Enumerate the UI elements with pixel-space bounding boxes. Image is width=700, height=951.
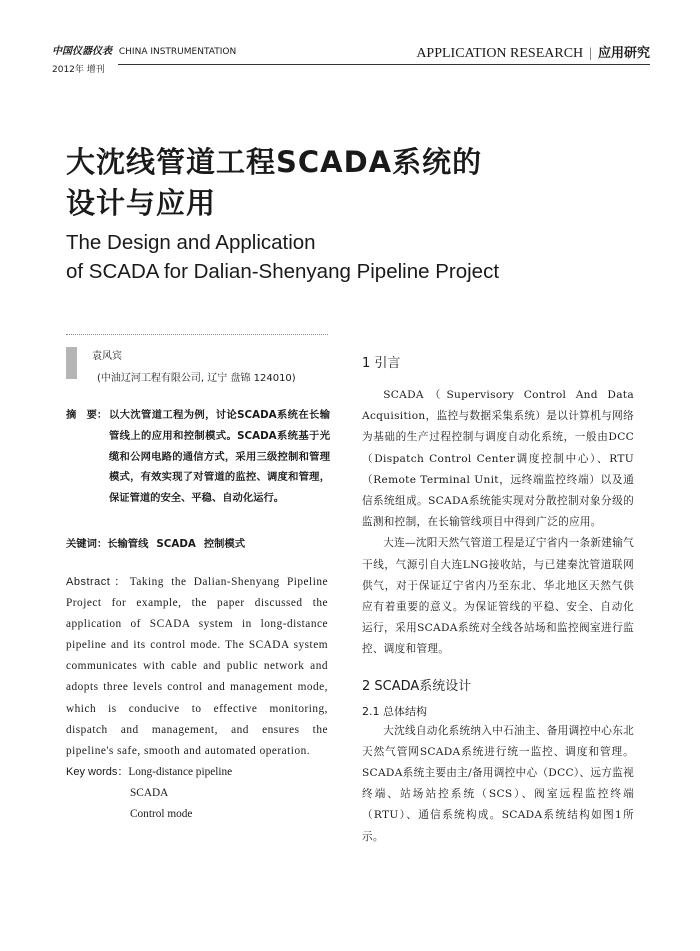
journal-logo: 中国仪器仪表 [52, 46, 112, 57]
title-en-line1: The Design and Application [66, 231, 316, 254]
keyword-en-3: Control mode [130, 807, 193, 820]
title-cn-line2: 设计与应用 [66, 186, 217, 220]
title-en [66, 228, 656, 286]
section-2-heading: 2 SCADA系统设计 [362, 678, 472, 694]
abstract-en-text: Taking the Dalian-Shenyang Pipeline Project for example, the paper discussed the application of SCADA system in long-distance pipeline and its control mode. The SCADA system communicates with cable and public network and adopts three levels control and management mode, which is conducive to effective monitoring, dispatch and management, and ensures the pipeline's safe, smooth and automated operation. [66, 576, 328, 757]
author-name: 袁风宾 [92, 351, 122, 362]
section-2-1-heading: 2.1 总体结构 [362, 704, 427, 718]
keyword-cn-3: 控制模式 [203, 538, 246, 550]
title-en-line2: of SCADA for Dalian-Shenyang Pipeline Project [66, 260, 500, 283]
section-header [416, 42, 650, 62]
keyword-cn-1: 长输管线 [107, 538, 149, 550]
abstract-cn [66, 405, 330, 509]
body-column [362, 352, 634, 848]
abstract-cn-label: 摘 要： [66, 409, 108, 421]
journal-name-row [52, 42, 236, 57]
section-name-en: APPLICATION RESEARCH [416, 46, 584, 61]
journal-header [52, 42, 236, 75]
section-1-paragraph-1: SCADA（Supervisory Control And Data Acquisition，监控与数据采集系统）是以计算机与网络为基础的生产过程控制与调度自动化系统，一般由DCC（Dispatch Control Center调度控制中心）、RTU（Remote Terminal Unit，远终端监控终端）以及通信系统组成。SCADA系统能实现对分散控制对象分级的监测和控制，在长输管线项目中得到广泛的应用。 [362, 389, 634, 529]
author-affiliation: (中油辽河工程有限公司, 辽宁 盘锦 124010) [97, 373, 296, 384]
section-name-cn: 应用研究 [597, 46, 650, 61]
header-rule [118, 64, 650, 65]
journal-name-en: CHINA INSTRUMENTATION [118, 47, 237, 57]
keyword-en-1: Long-distance pipeline [128, 766, 233, 778]
journal-issue: 2012年 增刊 [52, 65, 105, 75]
section-1-paragraph-2: 大连—沈阳天然气管道工程是辽宁省内一条新建输气干线，气源引自大连LNG接收站，与已建秦沈管道联网供气，对于保证辽宁省内乃至东北、华北地区天然气供应有着重要的意义。为保证管线的平稳、安全、自动化运行，采用SCADA系统对全线各站场和监控阀室进行监控、调度和管理。 [362, 537, 634, 656]
keyword-cn-2: SCADA [156, 538, 196, 550]
keyword-en-2: SCADA [130, 786, 169, 799]
abstract-en-label: Abstract： [66, 576, 130, 588]
section-1-heading: 1 引言 [362, 356, 401, 371]
keywords-cn-label: 关键词： [66, 538, 108, 550]
title-cn [66, 142, 636, 224]
abstract-en [66, 572, 328, 762]
keywords-en [66, 762, 232, 824]
section-2-1-paragraph-1: 大沈线自动化系统纳入中石油主、备用调控中心东北天然气管网SCADA系统进行统一监控、调度和管理。SCADA系统主要由主/备用调控中心（DCC）、远方监视终端、站场站控系统（SCS）、阀室远程监控终端（RTU）、通信系统构成。SCADA系统结构如图1所示。 [362, 724, 634, 843]
author-bar-decoration [66, 347, 77, 379]
keywords-cn [66, 535, 253, 550]
header-separator: | [589, 46, 592, 61]
keywords-en-label: Key words： [66, 766, 129, 778]
column-divider-rule [66, 334, 328, 335]
abstract-cn-text: 以大沈管道工程为例，讨论SCADA系统在长输管线上的应用和控制模式。SCADA系统基于光缆和公网电路的通信方式，采用三级控制和管理模式，有效实现了对管道的监控、调度和管理，保证管道的安全、平稳、自动化运行。 [109, 409, 330, 505]
title-cn-line1: 大沈线管道工程SCADA系统的 [66, 145, 483, 179]
